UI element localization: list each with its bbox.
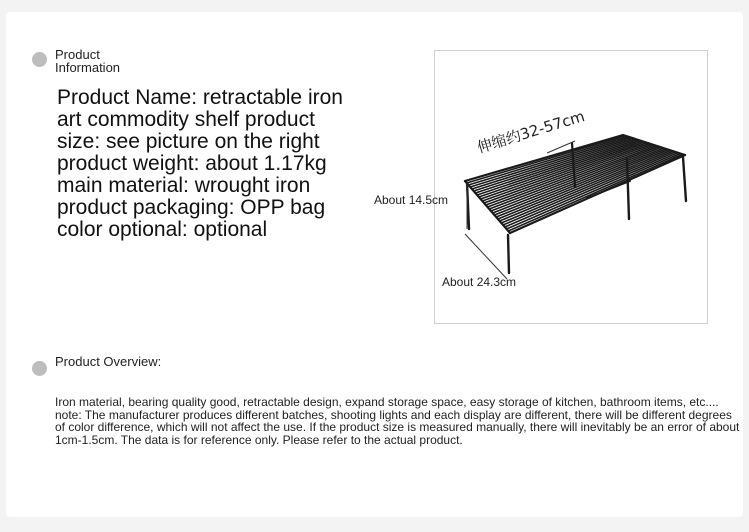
depth-dimension-line (465, 234, 507, 279)
shelf-leg (508, 235, 509, 273)
product-information-heading: Product Information (55, 47, 121, 75)
shelf-leg (683, 157, 686, 201)
info-bullet-icon (32, 52, 47, 67)
overview-bullet-icon (32, 361, 47, 376)
product-detail-card (6, 12, 743, 517)
length-label: 伸缩约32-57cm (474, 107, 587, 157)
product-information-text: Product Name: retractable iron art commodity shelf product size: see picture on the right product weight: about 1.17kg main material: wrought iron product packaging: OPP bag color optional: optional (57, 86, 343, 241)
depth-label: About 24.3cm (442, 275, 517, 289)
height-label: About 14.5cm (374, 193, 449, 207)
product-overview-heading: Product Overview: (55, 354, 162, 369)
product-overview-text: Iron material, bearing quality good, retractable design, expand storage space, easy storage of kitchen, bathroom items, etc.... note: The manufacturer produces different batches, shooting lights and each display are different, there will be different degrees of color difference, which will not affect the use. If the product size is measured manually, there will inevitably be an error of about 1cm-1.5cm. The data is for reference only. Please refer to the actual product. (55, 395, 740, 447)
